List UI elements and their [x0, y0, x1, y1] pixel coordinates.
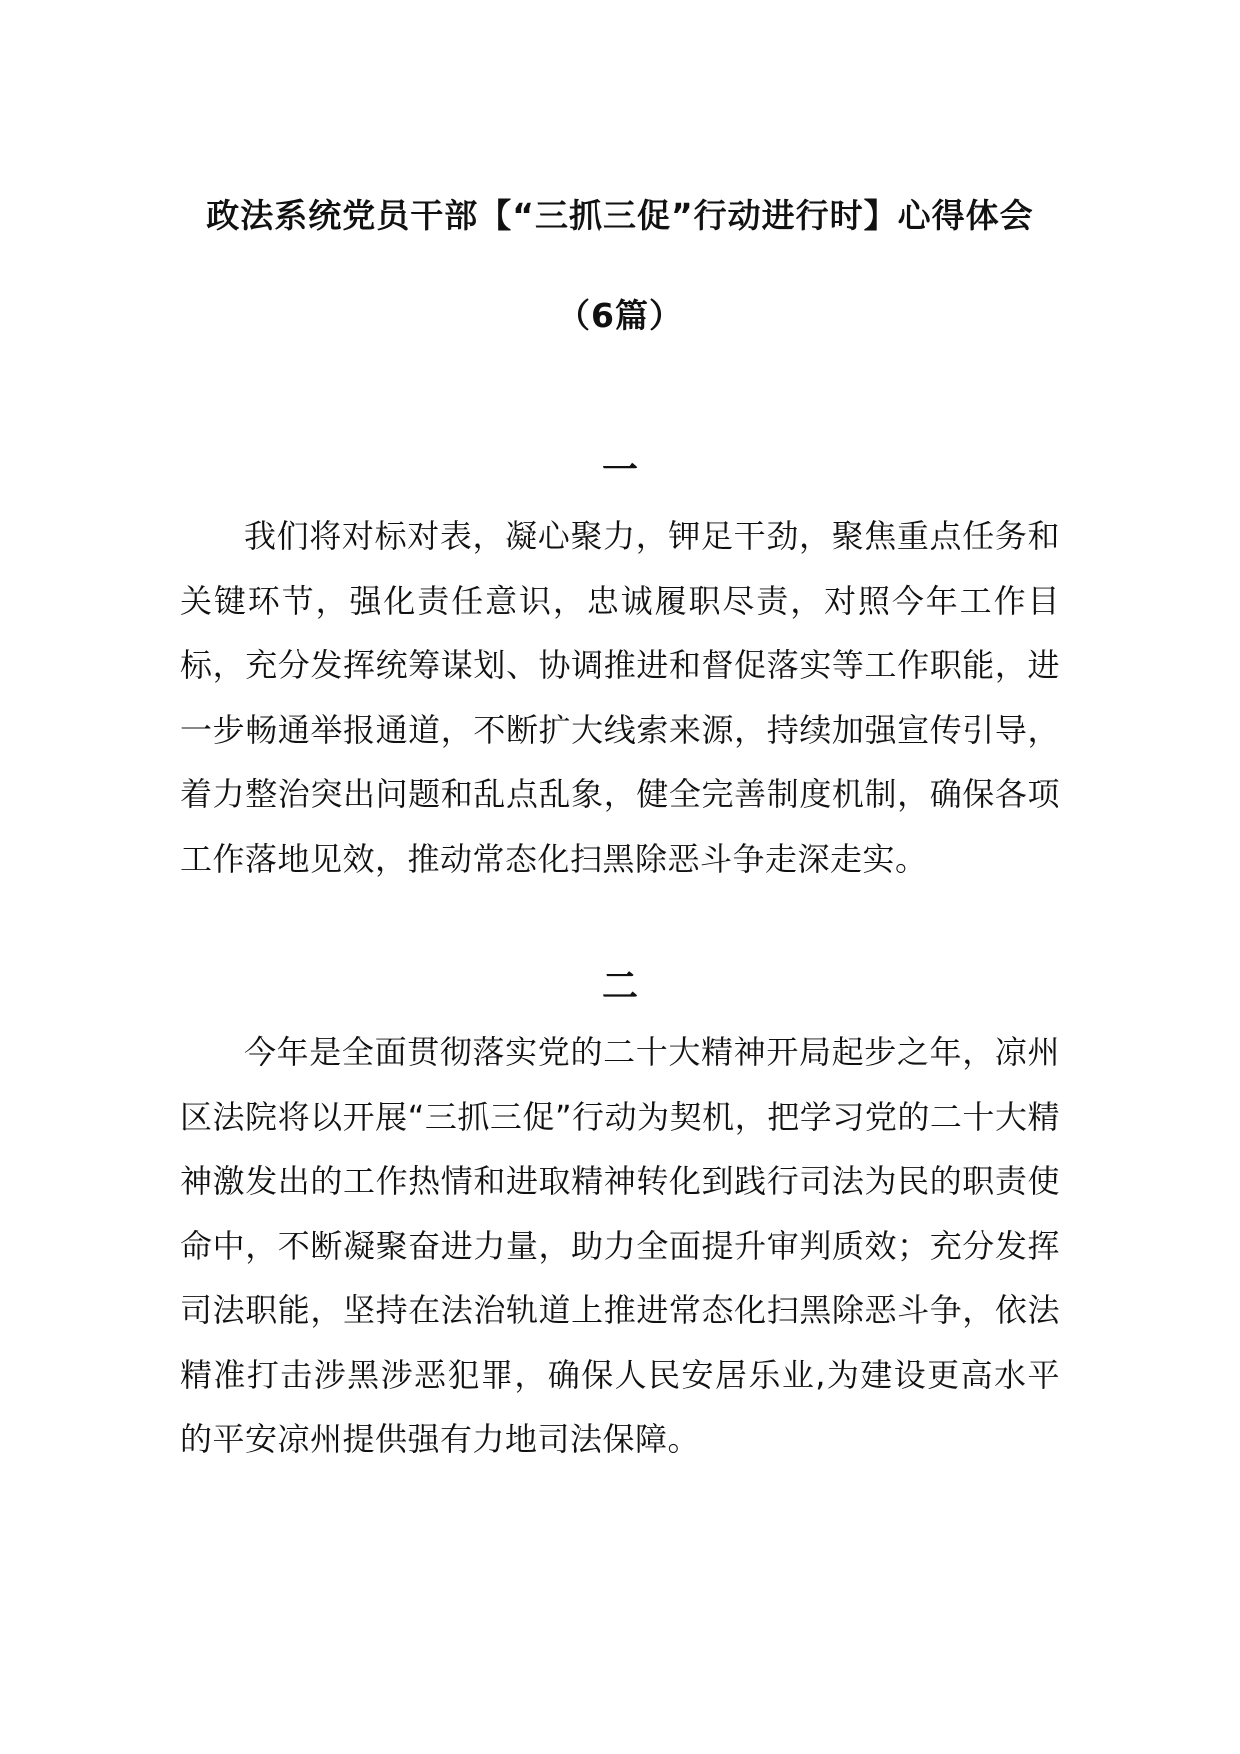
- section-heading-1: 一: [601, 450, 638, 491]
- document-title: 政法系统党员干部【“三抓三促”行动进行时】心得体会: [206, 196, 1034, 235]
- section-heading-2: 二: [601, 966, 638, 1007]
- section-paragraph-1: 我们将对标对表，凝心聚力，钾足干劲，聚焦重点任务和关键环节，强化责任意识，忠诚履职尽责，对照今年工作目标，充分发挥统筹谋划、协调推进和督促落实等工作职能，进一步畅通举报通道，不断扩大线索来源，持续加强宣传引导，着力整治突出问题和乱点乱象，健全完善制度机制，确保各项工作落地见效，推动常态化扫黑除恶斗争走深走实。: [180, 517, 1060, 878]
- section-paragraph-2: 今年是全面贯彻落实党的二十大精神开局起步之年，凉州区法院将以开展“三抓三促”行动为契机，把学习党的二十大精神激发出的工作热情和进取精神转化到践行司法为民的职责使命中，不断凝聚奋进力量，助力全面提升审判质效；充分发挥司法职能，坚持在法治轨道上推进常态化扫黑除恶斗争，依法精准打击涉黑涉恶犯罪，确保人民安居乐业,为建设更高水平的平安凉州提供强有力地司法保障。: [180, 1033, 1060, 1458]
- document-subtitle: （6篇）: [557, 296, 683, 335]
